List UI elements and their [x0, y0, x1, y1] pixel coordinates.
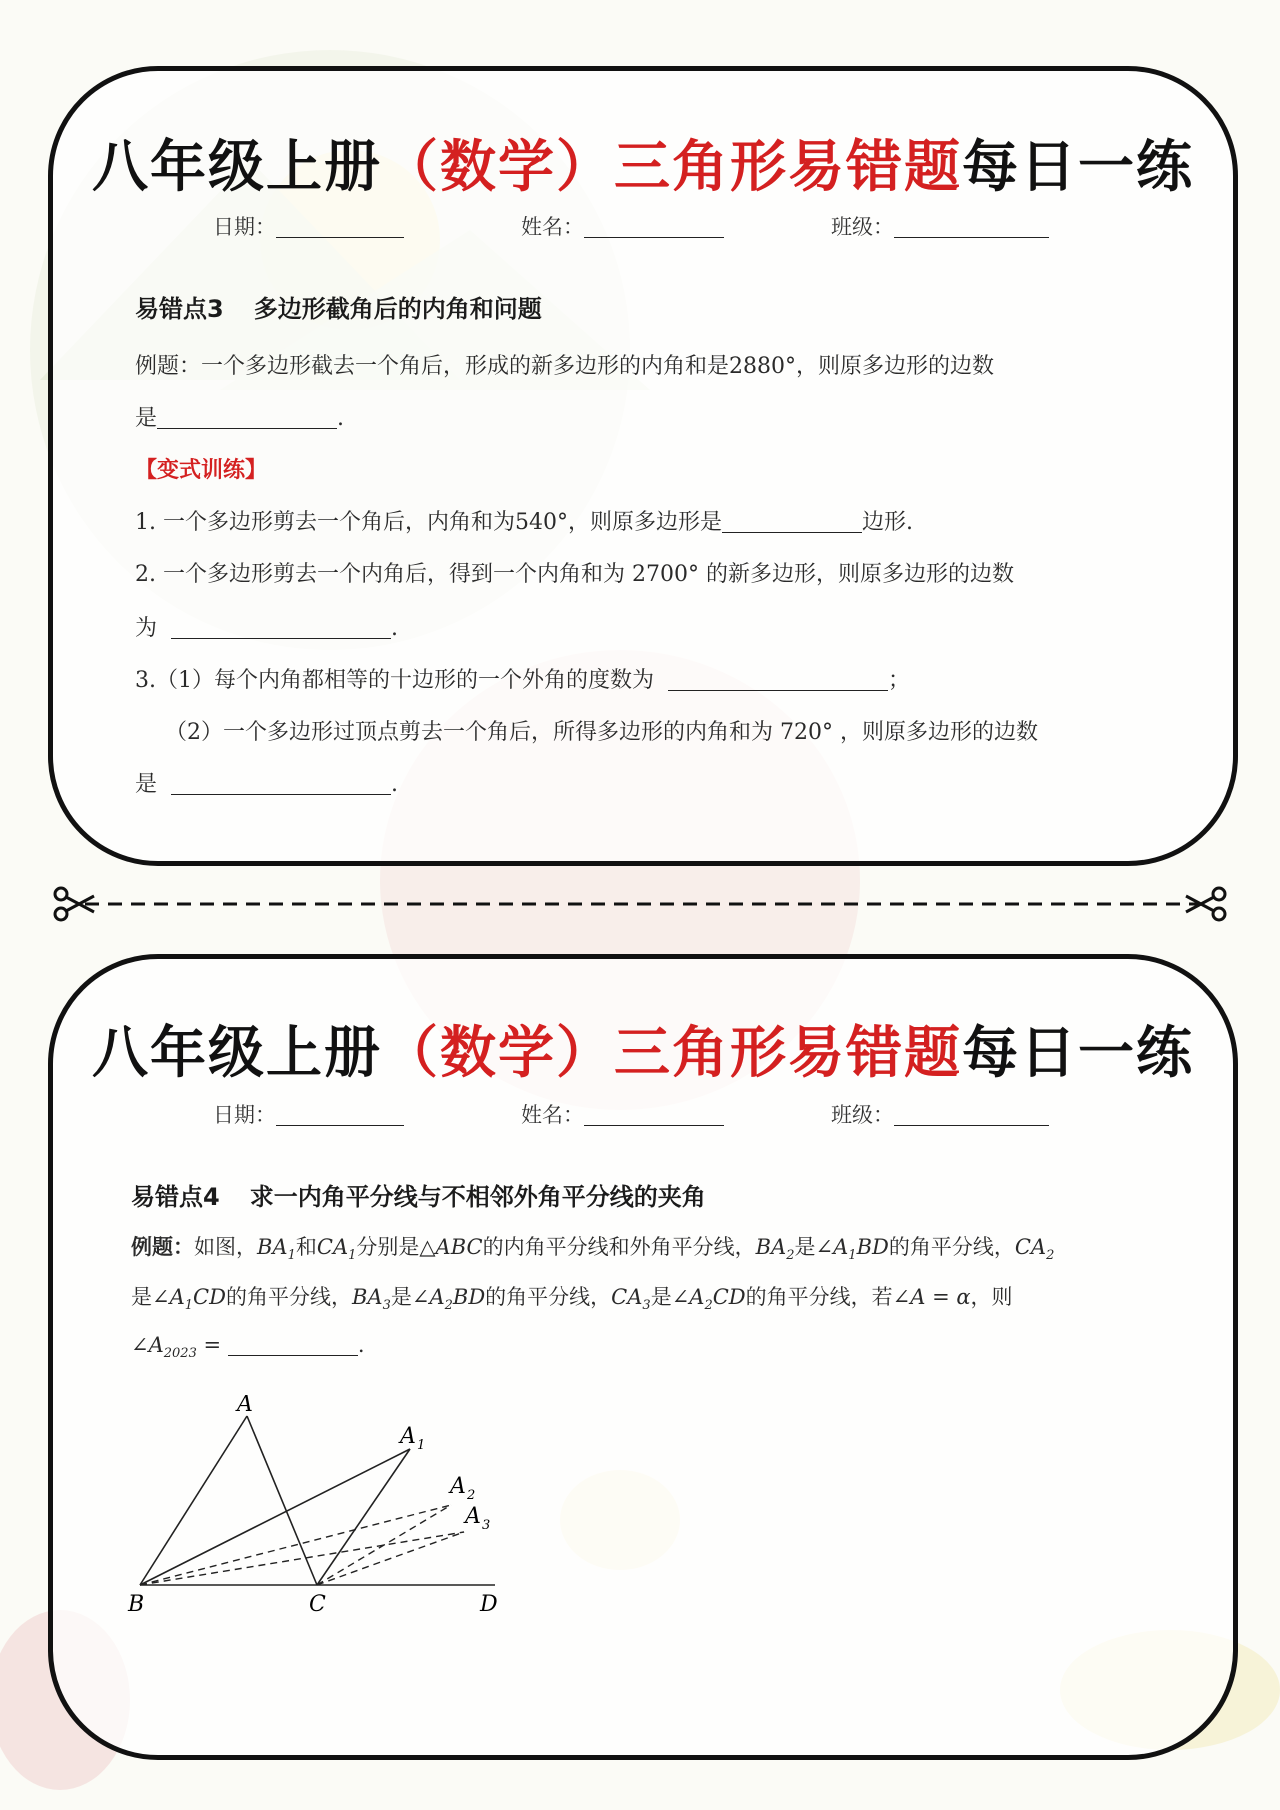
- error-point-heading: [131, 1177, 706, 1212]
- name-field[interactable]: [584, 1125, 724, 1126]
- text: ；: [888, 668, 911, 693]
- label-C: C: [309, 1592, 326, 1617]
- text: 分别是: [356, 1235, 420, 1259]
- answer-blank[interactable]: [228, 1355, 358, 1356]
- error-point-title: 多边形截角后的内角和问题: [253, 295, 542, 323]
- text: 和: [295, 1235, 317, 1259]
- question-3-part-1: [135, 663, 910, 694]
- text: 1. 一个多边形剪去一个角后，内角和为540°，则原多边形是: [135, 510, 722, 535]
- class-field[interactable]: [894, 237, 1049, 238]
- triangle-figure: [80, 1395, 520, 1625]
- worksheet-title: [53, 1009, 1233, 1089]
- name-label: 姓名：: [521, 215, 584, 239]
- segment-CA3: [317, 1532, 464, 1585]
- segment-BA3: [140, 1532, 464, 1585]
- scissors-icon: [1182, 880, 1230, 928]
- question-2-line-1: 2. 一个多边形剪去一个内角后，得到一个内角和为 2700° 的新多边形，则原多边形的边数: [135, 562, 1014, 587]
- label-A1: A: [400, 1424, 416, 1449]
- label-D: D: [480, 1592, 498, 1617]
- answer-blank[interactable]: [171, 794, 391, 795]
- text: 的内角平分线和外角平分线，: [482, 1235, 756, 1259]
- answer-blank[interactable]: [171, 638, 391, 639]
- example-line-2: 是$\angle A_1CD$的角平分线，$BA_3$是$\angle A_2BD$的角平分线，$CA_3$是$\angle A_2CD$的角平分线，若∠A = α，则: [131, 1285, 1013, 1314]
- title-part-red: （数学）三角形易错题: [382, 135, 962, 200]
- segment-BA2: [140, 1505, 451, 1585]
- class-label: 班级：: [831, 1103, 894, 1127]
- title-part-red: （数学）三角形易错题: [382, 1021, 962, 1086]
- segment-BA: [140, 1416, 247, 1585]
- text: 是: [135, 772, 158, 797]
- example-line-2: [135, 401, 344, 432]
- question-3-part-2: （2）一个多边形过顶点剪去一个角后，所得多边形的内角和为 720° ，则原多边形的边数: [165, 720, 1038, 745]
- date-label: 日期：: [213, 1103, 276, 1127]
- label-A: A: [237, 1395, 253, 1417]
- class-field[interactable]: [894, 1125, 1049, 1126]
- answer-blank[interactable]: [668, 690, 888, 691]
- label-A1-sub: 1: [417, 1438, 426, 1453]
- text: 边形.: [861, 510, 913, 535]
- text: 是: [390, 1285, 412, 1309]
- title-part-black: 每日一练: [962, 135, 1194, 200]
- cut-line: [55, 884, 1230, 924]
- answer-blank[interactable]: [157, 428, 337, 429]
- example-line-1: 例题：如图，$BA_1$和$CA_1$分别是△ABC的内角平分线和外角平分线，$BA_2$是$\angle A_1BD$的角平分线，$CA_2$: [131, 1234, 1055, 1264]
- text: .: [357, 1333, 365, 1357]
- triangle-symbol: △ABC: [419, 1235, 483, 1259]
- text: 的角平分线，若: [745, 1285, 893, 1309]
- text: 的角平分线，: [485, 1285, 612, 1309]
- example-prefix: 例题：: [131, 1234, 194, 1259]
- text: 是: [131, 1285, 152, 1309]
- label-A3-sub: 3: [482, 1518, 491, 1533]
- error-point-label: 易错点3: [135, 295, 224, 323]
- date-field[interactable]: [276, 1125, 404, 1126]
- text: 是: [794, 1235, 816, 1259]
- variant-training-label: 【变式训练】: [135, 457, 268, 483]
- text: .: [391, 772, 399, 797]
- segment-CA1: [317, 1449, 410, 1585]
- worksheet-title: [53, 123, 1233, 203]
- title-part-black: 八年级上册: [92, 1021, 382, 1086]
- text: ，则: [970, 1285, 1013, 1309]
- error-point-label: 易错点4: [131, 1183, 220, 1211]
- class-label: 班级：: [831, 215, 894, 239]
- scissors-icon: [50, 880, 98, 928]
- answer-blank[interactable]: [722, 532, 862, 533]
- angle-condition: ∠A = α: [892, 1285, 971, 1309]
- text: 如图，: [194, 1235, 257, 1259]
- text: 为: [135, 616, 158, 641]
- error-point-title: 求一内角平分线与不相邻外角平分线的夹角: [249, 1183, 706, 1211]
- question-1: [135, 505, 913, 536]
- date-label: 日期：: [213, 215, 276, 239]
- label-A2-sub: 2: [467, 1488, 476, 1503]
- date-field[interactable]: [276, 237, 404, 238]
- segment-CA2: [317, 1505, 451, 1585]
- title-part-black: 每日一练: [962, 1021, 1194, 1086]
- label-A2: A: [450, 1474, 466, 1499]
- text: 是: [135, 406, 158, 431]
- segment-BA1: [140, 1449, 410, 1585]
- text: 是: [650, 1285, 672, 1309]
- label-B: B: [128, 1592, 145, 1617]
- worksheet-card-1: [48, 66, 1238, 866]
- example-line-1: 例题：一个多边形截去一个角后，形成的新多边形的内角和是2880°，则原多边形的边数: [135, 354, 994, 379]
- title-part-black: 八年级上册: [92, 135, 382, 200]
- name-field[interactable]: [584, 237, 724, 238]
- text: .: [391, 616, 399, 641]
- example-line-3: $\angle A_{2023}$ = .: [131, 1333, 365, 1362]
- text: 3.（1）每个内角都相等的十边形的一个外角的度数为: [135, 668, 654, 693]
- name-label: 姓名：: [521, 1103, 584, 1127]
- text: .: [337, 406, 345, 431]
- question-2-line-2: [135, 611, 398, 642]
- text: 的角平分线，: [888, 1235, 1015, 1259]
- worksheet-card-2: [48, 954, 1238, 1760]
- question-3-part-2-line-2: [135, 767, 398, 798]
- label-A3: A: [465, 1504, 481, 1529]
- text: 的角平分线，: [225, 1285, 352, 1309]
- error-point-heading: [135, 289, 542, 324]
